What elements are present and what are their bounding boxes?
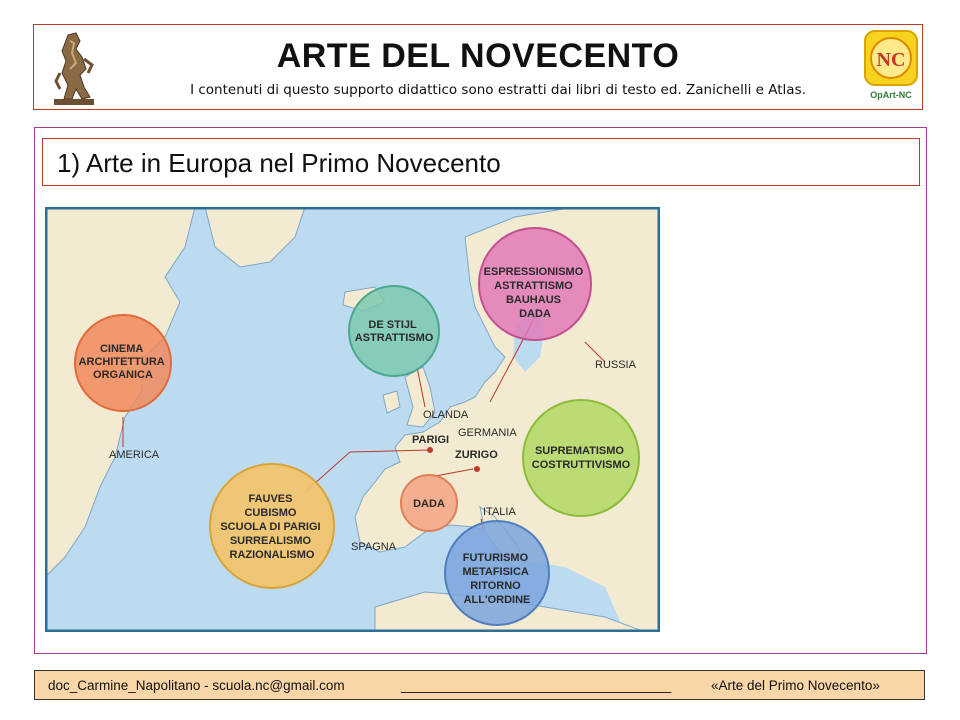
label-spagna: SPAGNA — [351, 541, 397, 553]
page-subtitle: I contenuti di questo supporto didattico sono estratti dai libri di testo ed. Zanichelli e Atlas. — [190, 82, 806, 98]
circle-russia — [523, 400, 639, 516]
section-title-box — [42, 138, 920, 186]
circle-germania-line-1: ESPRESSIONISMO — [483, 266, 584, 278]
svg-text:DADA — [413, 498, 445, 510]
footer-bar — [34, 670, 925, 700]
circle-olanda-line-2: ASTRATTISMO — [354, 332, 434, 344]
footer-topic: «Arte del Primo Novecento» — [711, 678, 880, 693]
circle-italia-line-3: RITORNO — [470, 580, 521, 592]
circle-germania-line-4: DADA — [519, 308, 551, 320]
zurigo-dot — [474, 466, 480, 472]
europe-art-map — [45, 207, 660, 632]
page-title: ARTE DEL NOVECENTO — [276, 37, 680, 75]
circle-italia-line-1: FUTURISMO — [462, 552, 529, 564]
circle-parigi-line-4: SURREALISMO — [229, 535, 312, 547]
circle-america-line-1: CINEMA — [99, 343, 143, 355]
circle-italia — [445, 521, 549, 625]
circle-parigi-line-2: CUBISMO — [244, 507, 297, 519]
circle-germania-line-2: ASTRATTISMO — [494, 280, 573, 292]
label-parigi: PARIGI — [412, 434, 450, 446]
circle-america-line-3: ORGANICA — [93, 369, 153, 381]
footer-author: doc_Carmine_Napolitano - scuola.nc@gmail.com — [48, 678, 345, 693]
opart-nc-logo — [864, 30, 918, 108]
circle-russia-line-2: COSTRUTTIVISMO — [531, 459, 631, 471]
circle-russia-line-1: SUPREMATISMO — [534, 445, 624, 457]
circle-america — [75, 315, 171, 411]
circle-parigi — [210, 464, 334, 588]
circle-parigi-line-1: FAUVES — [248, 493, 293, 505]
label-zurigo: ZURIGO — [455, 449, 498, 461]
circle-olanda-line-1: DE STIJL — [368, 319, 417, 331]
circle-italia-line-4: ALL'ORDINE — [463, 594, 531, 606]
label-germania: GERMANIA — [458, 427, 517, 439]
label-america: AMERICA — [109, 449, 160, 461]
logo-caption: OpArt-NC — [870, 90, 912, 100]
footer-separator: ____________________________________ — [401, 678, 672, 693]
circle-germania-line-3: BAUHAUS — [505, 294, 561, 306]
circle-zurigo-line-1: DADA — [413, 498, 445, 510]
circle-italia-line-2: METAFISICA — [462, 566, 529, 578]
circle-parigi-line-5: RAZIONALISMO — [229, 549, 315, 561]
label-italia: ITALIA — [483, 506, 516, 518]
label-russia: RUSSIA — [595, 359, 636, 371]
label-olanda: OLANDA — [423, 409, 469, 421]
parigi-dot — [427, 447, 433, 453]
section-title: 1) Arte in Europa nel Primo Novecento — [57, 148, 501, 178]
circle-parigi-line-3: SCUOLA DI PARIGI — [220, 521, 321, 533]
circle-olanda — [349, 286, 439, 376]
circle-germania — [479, 228, 591, 340]
header-box — [33, 24, 923, 110]
circle-zurigo — [401, 475, 457, 531]
circle-america-line-2: ARCHITETTURA — [78, 356, 165, 368]
logo-text: NC — [876, 49, 906, 71]
